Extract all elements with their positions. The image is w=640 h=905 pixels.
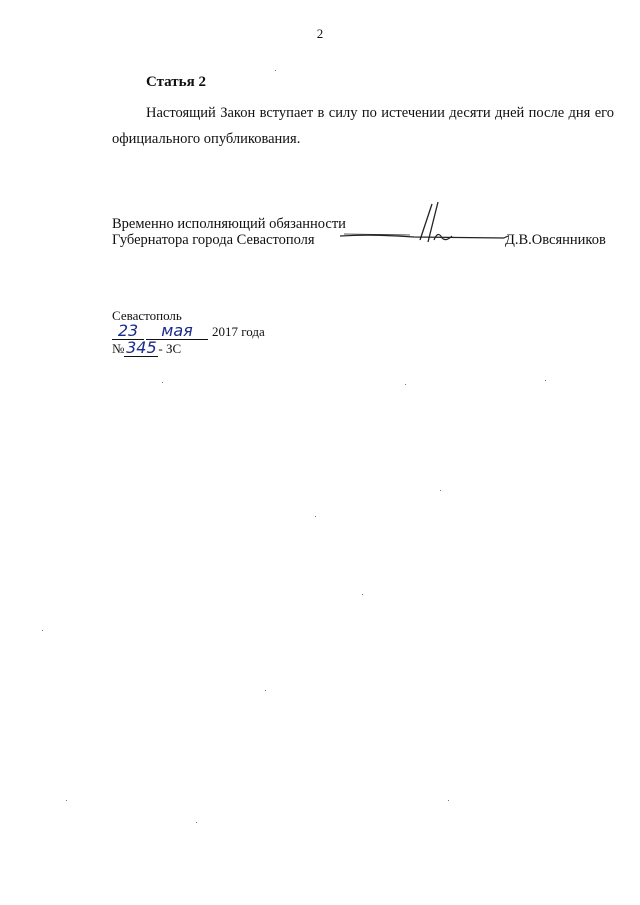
signatory-name: Д.В.Овсянников [505,232,606,248]
scan-speck [315,516,316,517]
scan-speck [275,70,276,71]
handwritten-signature [334,196,514,252]
date-year: 2017 года [212,324,265,339]
scan-speck [162,382,163,383]
signatory-title-line2: Губернатора города Севастополя [112,232,315,248]
number-sign: № [112,341,125,356]
page-number: 2 [316,26,324,41]
date-month: мая [161,321,193,340]
article-body: Настоящий Закон вступает в силу по истечении десяти дней после дня его официального опубликования. [112,105,614,147]
article-heading: Статья 2 [146,74,206,90]
law-number-value: 345 [126,338,157,357]
law-number-field [124,338,158,357]
scan-speck [440,490,441,491]
city-label: Севастополь [112,308,182,323]
date-day: 23 [117,321,139,340]
signatory-title-line1: Временно исполняющий обязанности [112,216,346,232]
scan-speck [545,380,546,381]
scan-speck [196,822,197,823]
scan-speck [66,800,67,801]
law-number-suffix: - ЗС [158,341,182,356]
law-number [112,338,182,357]
scan-speck [448,800,449,801]
scan-speck [405,384,406,385]
scan-speck [42,630,43,631]
scan-speck [265,690,266,691]
scan-speck [362,594,363,595]
